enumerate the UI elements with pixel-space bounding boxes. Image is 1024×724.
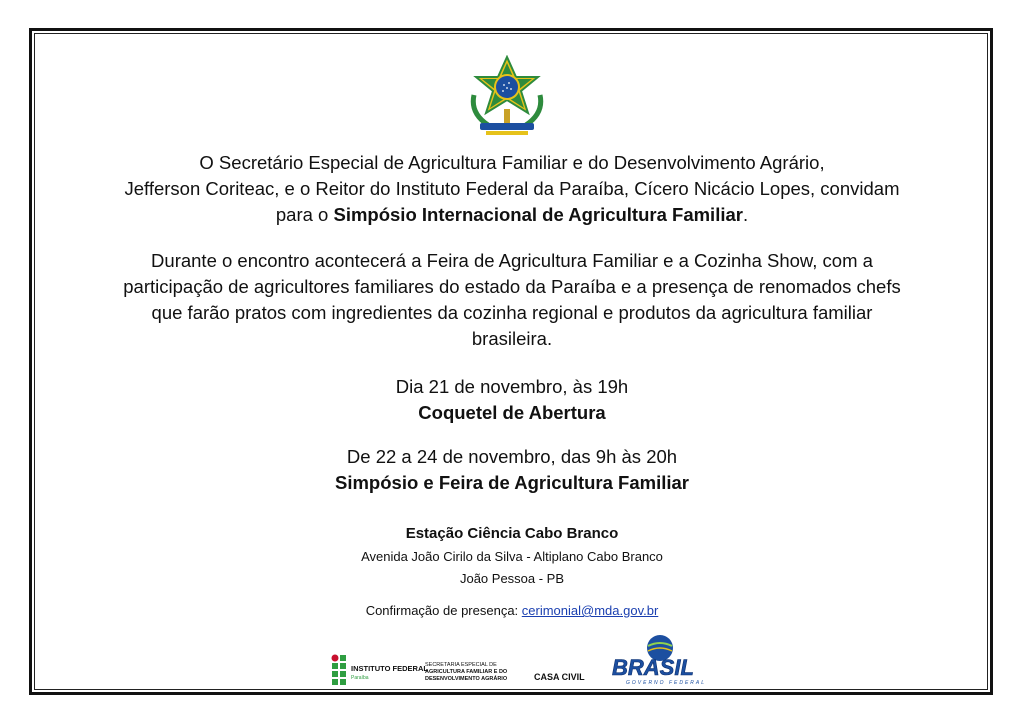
intro-suffix: .	[742, 204, 749, 225]
coat-of-arms-icon	[466, 55, 548, 139]
intro-line-2: Jefferson Coriteac, e o Reitor do Instituto Federal da Paraíba, Cícero Nicácio Lopes, convidam	[124, 178, 900, 199]
event2-title: Simpósio e Feira de Agricultura Familiar	[335, 472, 689, 493]
intro-paragraph	[60, 150, 964, 228]
rsvp	[60, 601, 964, 621]
event1-title: Coquetel de Abertura	[418, 402, 606, 423]
description-paragraph	[60, 248, 964, 352]
brasil-wordmark: BRASIL	[612, 655, 694, 680]
desc-line-4: brasileira.	[471, 328, 553, 349]
symposium-name: Simpósio Internacional de Agricultura Familiar	[333, 204, 743, 225]
sponsor-logos	[330, 630, 730, 688]
venue-name: Estação Ciência Cabo Branco	[405, 525, 619, 542]
rsvp-email-link[interactable]: cerimonial@mda.gov.br	[521, 603, 659, 618]
intro-line-3	[60, 202, 964, 228]
event1-date: Dia 21 de novembro, às 19h	[395, 376, 629, 397]
sead-line-3: DESENVOLVIMENTO AGRÁRIO	[425, 676, 508, 682]
intro-line-1: O Secretário Especial de Agricultura Familiar e do Desenvolvimento Agrário,	[199, 152, 825, 173]
governo-federal: GOVERNO FEDERAL	[626, 680, 707, 686]
ifpb-logo-icon	[332, 655, 347, 686]
ifpb-name: INSTITUTO FEDERAL	[351, 664, 428, 673]
intro-prefix: para o	[275, 204, 334, 225]
sead-line-2: AGRICULTURA FAMILIAR E DO	[425, 669, 508, 675]
casa-civil: CASA CIVIL	[534, 672, 585, 682]
desc-line-3: que farão pratos com ingredientes da cozinha regional e produtos da agricultura familiar	[151, 302, 873, 323]
desc-line-1: Durante o encontro acontecerá a Feira de Agricultura Familiar e a Cozinha Show, com a	[151, 250, 873, 271]
rsvp-label: Confirmação de presença:	[365, 603, 522, 618]
sead-line-1: SECRETARIA ESPECIAL DE	[425, 662, 497, 668]
ifpb-sub: Paraíba	[351, 675, 369, 681]
venue-address: Avenida João Cirilo da Silva - Altiplano Cabo Branco	[361, 549, 663, 564]
venue-city: João Pessoa - PB	[459, 571, 565, 586]
event2-date: De 22 a 24 de novembro, das 9h às 20h	[346, 446, 678, 467]
desc-line-2: participação de agricultores familiares do estado da Paraíba e a presença de renomados chefs	[123, 276, 901, 297]
